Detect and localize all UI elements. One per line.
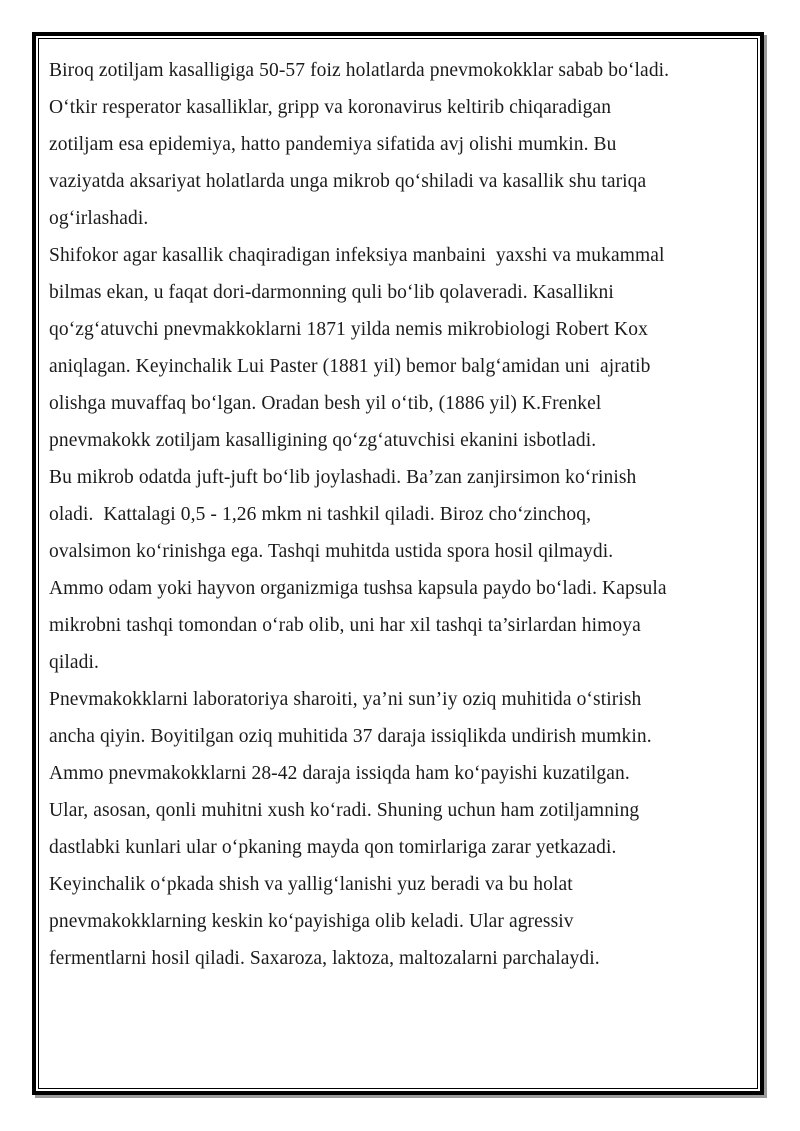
text-line: qo‘zg‘atuvchi pnevmakkoklarni 1871 yilda nemis mikrobiologi Robert Kox — [49, 319, 648, 340]
text-line: ovalsimon ko‘rinishga ega. Tashqi muhitda ustida spora hosil qilmaydi. — [49, 541, 614, 562]
text-line: qiladi. — [49, 652, 99, 673]
text-line: pnevmakokklarning keskin ko‘payishiga olib keladi. Ular agressiv — [49, 911, 574, 932]
page-border-frame — [32, 32, 764, 1095]
text-line: pnevmakokk zotiljam kasalligining qo‘zg‘atuvchisi ekanini isbotladi. — [49, 430, 597, 451]
text-line: Ammo pnevmakokklarni 28-42 daraja issiqda ham ko‘payishi kuzatilgan. — [49, 763, 630, 784]
paragraph — [49, 237, 749, 459]
text-line: oladi. Kattalagi 0,5 - 1,26 mkm ni tashkil qiladi. Biroz cho‘zinchoq, — [49, 504, 592, 525]
text-line: Keyinchalik o‘pkada shish va yallig‘lanishi yuz beradi va bu holat — [49, 874, 573, 895]
text-line: Biroq zotiljam kasalligiga 50-57 foiz holatlarda pnevmokokklar sabab bo‘ladi. — [49, 60, 670, 81]
text-line: mikrobni tashqi tomondan o‘rab olib, uni har xil tashqi ta’sirlardan himoya — [49, 615, 641, 636]
text-line: Ammo odam yoki hayvon organizmiga tushsa kapsula paydo bo‘ladi. Kapsula — [49, 578, 667, 599]
text-line: aniqlagan. Keyinchalik Lui Paster (1881 yil) bemor balg‘amidan uni ajratib — [49, 356, 651, 377]
paragraph — [49, 459, 749, 681]
page-inner-border — [38, 38, 758, 1089]
text-line: ancha qiyin. Boyitilgan oziq muhitida 37 daraja issiqlikda undirish mumkin. — [49, 726, 652, 747]
text-line: olishga muvaffaq bo‘lgan. Oradan besh yil o‘tib, (1886 yil) K.Frenkel — [49, 393, 602, 414]
text-line: dastlabki kunlari ular o‘pkaning mayda qon tomirlariga zarar yetkazadi. — [49, 837, 617, 858]
text-line: Pnevmakokklarni laboratoriya sharoiti, ya’ni sun’iy oziq muhitida o‘stirish — [49, 689, 642, 710]
text-line: Bu mikrob odatda juft-juft bo‘lib joylashadi. Ba’zan zanjirsimon ko‘rinish — [49, 467, 637, 488]
text-line: O‘tkir resperator kasalliklar, gripp va koronavirus keltirib chiqaradigan — [49, 97, 612, 118]
text-line: vaziyatda aksariyat holatlarda unga mikrob qo‘shiladi va kasallik shu tariqa — [49, 171, 647, 192]
text-line: zotiljam esa epidemiya, hatto pandemiya sifatida avj olishi mumkin. Bu — [49, 134, 617, 155]
text-line: og‘irlashadi. — [49, 208, 149, 229]
document-body — [49, 52, 749, 977]
paragraph — [49, 52, 749, 237]
text-line: bilmas ekan, u faqat dori-darmonning quli bo‘lib qolaveradi. Kasallikni — [49, 282, 614, 303]
text-line: fermentlarni hosil qiladi. Saxaroza, laktoza, maltozalarni parchalaydi. — [49, 948, 600, 969]
paragraph — [49, 681, 749, 977]
text-line: Ular, asosan, qonli muhitni xush ko‘radi. Shuning uchun ham zotiljamning — [49, 800, 640, 821]
text-line: Shifokor agar kasallik chaqiradigan infeksiya manbaini yaxshi va mukammal — [49, 245, 665, 266]
